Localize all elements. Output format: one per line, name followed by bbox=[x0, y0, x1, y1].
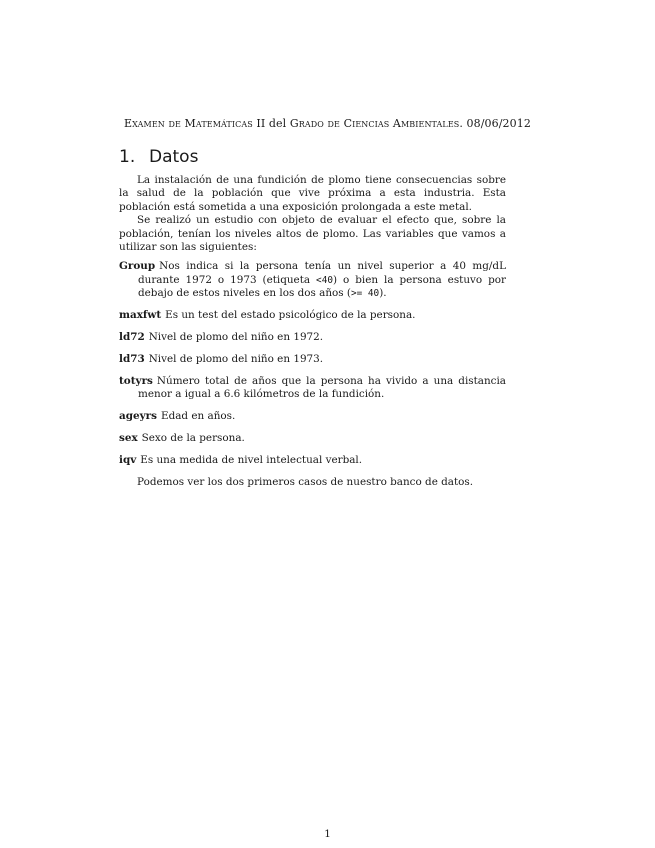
variable-term: maxfwt bbox=[119, 309, 162, 322]
page-number: 1 bbox=[324, 828, 331, 840]
variable-item-ageyrs bbox=[119, 410, 506, 423]
variable-term: iqv bbox=[119, 454, 137, 466]
document-body bbox=[119, 174, 506, 489]
variable-text: Edad en años. bbox=[160, 410, 236, 423]
closing-paragraph: Podemos ver los dos primeros casos de nuestro banco de datos. bbox=[137, 475, 474, 488]
header-title-part4: . 08/06/2012 bbox=[459, 117, 531, 130]
variable-term: ld72 bbox=[119, 331, 145, 344]
variable-item-iqv bbox=[119, 454, 506, 467]
variable-text: Nos indica si la persona tenía un nivel superior a 40 mg/dL durante 1972 o 1973 (etiqueta bbox=[138, 260, 506, 286]
header-title-part1: Examen de Matemáticas II bbox=[124, 117, 266, 130]
variable-text: ) o bien la persona estuvo por debajo de estos niveles en los dos años ( bbox=[138, 273, 506, 300]
variable-text: Nivel de plomo del niño en 1973. bbox=[148, 352, 324, 365]
exam-header bbox=[0, 117, 655, 130]
header-title-part3: Grado de Ciencias Ambientales bbox=[289, 117, 460, 130]
variable-item-group bbox=[119, 260, 506, 300]
variable-text: ). bbox=[379, 287, 387, 300]
section-title: Datos bbox=[149, 147, 199, 167]
variable-text: Sexo de la persona. bbox=[141, 432, 245, 445]
variable-term: totyrs bbox=[119, 374, 153, 387]
variable-item-ld72 bbox=[119, 331, 506, 344]
variable-item-totyrs bbox=[119, 375, 506, 402]
variable-term: Group bbox=[119, 260, 156, 273]
variable-text: Nivel de plomo del niño en 1972. bbox=[148, 331, 324, 344]
variable-code: >= 40 bbox=[350, 288, 380, 300]
variable-item-ld73 bbox=[119, 353, 506, 366]
variable-text: Es un test del estado psicológico de la persona. bbox=[165, 309, 416, 322]
header-title-part2: del bbox=[265, 117, 290, 130]
section-heading bbox=[119, 147, 198, 167]
variable-term: ld73 bbox=[119, 352, 145, 365]
variable-text: Número total de años que la persona ha vivido a una distancia menor a igual a 6.6 kilómetros de la fundición. bbox=[138, 374, 506, 401]
variable-item-sex bbox=[119, 432, 506, 445]
variable-list bbox=[119, 260, 506, 467]
variable-item-maxfwt bbox=[119, 309, 506, 322]
intro-paragraph-1: La instalación de una fundición de plomo tiene consecuencias sobre la salud de la población que vive próxima a esta industria. Esta población está sometida a una exposición prolongada a este metal. bbox=[119, 174, 506, 213]
variable-code: <40 bbox=[316, 274, 333, 286]
intro-paragraph-2: Se realizó un estudio con objeto de evaluar el efecto que, sobre la población, tenían los niveles altos de plomo. Las variables que vamos a utilizar son las siguientes: bbox=[119, 214, 506, 254]
section-number: 1. bbox=[119, 147, 136, 167]
variable-text: Es una medida de nivel intelectual verbal. bbox=[140, 454, 363, 466]
variable-term: sex bbox=[119, 432, 138, 445]
variable-term: ageyrs bbox=[119, 410, 157, 423]
